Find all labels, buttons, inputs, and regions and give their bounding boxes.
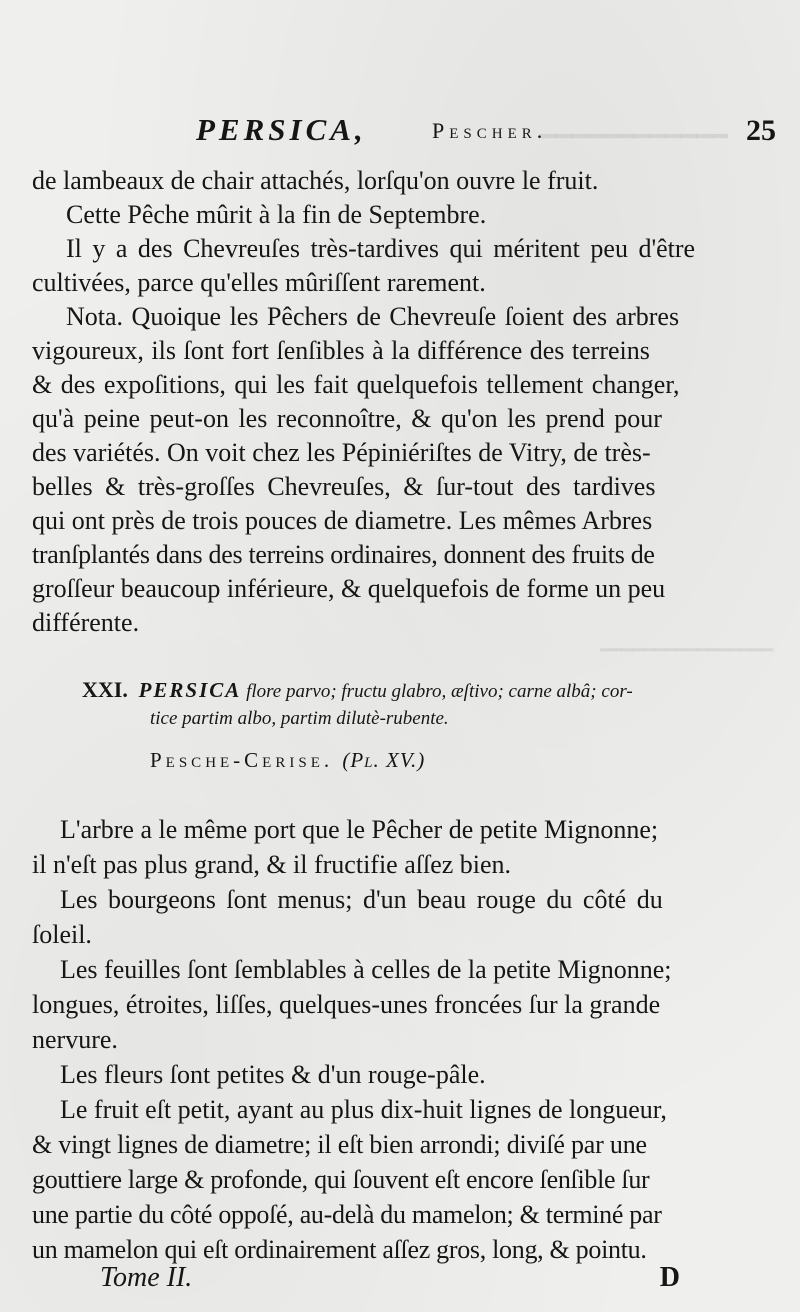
common-name: Pesche-Cerise. xyxy=(150,748,334,772)
text-line: L'arbre a le même port que le Pêcher de petite Mignonne; xyxy=(60,815,659,844)
text-line: il n'eſt pas plus grand, & il fructifie aſſez bien. xyxy=(32,850,512,879)
text-line: qui ont près de trois pouces de diametre. Les mêmes Arbres xyxy=(32,506,653,535)
text-line: différente. xyxy=(32,608,140,637)
common-name-line xyxy=(150,748,425,773)
text-line: Le fruit eſt petit, ayant au plus dix-huit lignes de longueur, xyxy=(60,1095,667,1124)
entry-heading-line-2 xyxy=(82,705,792,732)
text-line: Cette Pêche mûrit à la fin de Septembre. xyxy=(66,200,487,229)
text-line: un mamelon qui eſt ordinairement aſſez gros, long, & pointu. xyxy=(32,1235,647,1264)
text-line: tranſplantés dans des terreins ordinaires, donnent des fruits de xyxy=(32,540,655,569)
running-head-title: PERSICA, xyxy=(196,112,367,147)
signature-mark: D xyxy=(659,1262,680,1293)
text-line: qu'à peine peut-on les reconnoître, & qu'on les prend pour xyxy=(32,404,662,433)
page-footer xyxy=(100,1262,700,1300)
text-line: Les bourgeons ſont menus; d'un beau rouge du côté du xyxy=(60,885,663,914)
running-head xyxy=(196,112,776,152)
text-line: cultivées, parce qu'elles mûriſſent rarement. xyxy=(32,268,486,297)
entry-number: XXI. xyxy=(82,677,128,702)
paragraph-top xyxy=(32,164,782,640)
text-line: vigoureux, ils ſont fort ſenſibles à la différence des terreins xyxy=(32,336,650,365)
volume-label: Tome II. xyxy=(100,1262,193,1293)
text-line: nervure. xyxy=(32,1025,118,1054)
text-line: & des expoſitions, qui les fait quelquefois tellement changer, xyxy=(32,370,680,399)
text-line: groſſeur beaucoup inférieure, & quelquefois de forme un peu xyxy=(32,574,666,603)
text-line: longues, étroites, liſſes, quelques-unes froncées ſur la grande xyxy=(32,990,661,1019)
entry-genus: PERSICA xyxy=(138,678,242,702)
entry-heading-line-1 xyxy=(82,676,792,705)
text-line: Nota. Quoique les Pêchers de Chevreuſe ſoient des arbres xyxy=(66,302,680,331)
text-line: gouttiere large & profonde, qui ſouvent eſt encore ſenſible ſur xyxy=(32,1165,650,1194)
entry-description-line-1: flore parvo; fructu glabro, æſtivo; carne albâ; cor- xyxy=(246,681,633,702)
show-through-ghost: ━━━━━━━━━━━━ xyxy=(540,122,728,151)
text-line: belles & très-groſſes Chevreuſes, & ſur-tout des tardives xyxy=(32,472,656,501)
text-line: Les fleurs ſont petites & d'un rouge-pâle. xyxy=(60,1060,486,1089)
plate-reference: (Pl. XV.) xyxy=(342,748,426,772)
text-line: de lambeaux de chair attachés, lorſqu'on ouvre le fruit. xyxy=(32,166,599,195)
text-line: & vingt lignes de diametre; il eſt bien arrondi; diviſé par une xyxy=(32,1130,647,1159)
entry-heading xyxy=(82,676,792,732)
page-number: 25 xyxy=(746,114,776,147)
text-line: des variétés. On voit chez les Pépiniériſtes de Vitry, de très- xyxy=(32,438,651,467)
show-through-ghost: ━━━━━━━━━━━━━━━━ xyxy=(600,640,774,660)
entry-description-line-2: tice partim albo, partim dilutè-rubente. xyxy=(150,708,449,729)
text-line: Il y a des Chevreuſes très-tardives qui méritent peu d'être xyxy=(66,234,696,263)
text-line: une partie du côté oppoſé, au-delà du mamelon; & terminé par xyxy=(32,1200,662,1229)
text-line: Les feuilles ſont ſemblables à celles de la petite Mignonne; xyxy=(60,955,672,984)
paragraph-bottom xyxy=(32,812,782,1267)
text-line: ſoleil. xyxy=(32,920,92,949)
running-head-subtitle: Pescher. xyxy=(432,118,548,143)
